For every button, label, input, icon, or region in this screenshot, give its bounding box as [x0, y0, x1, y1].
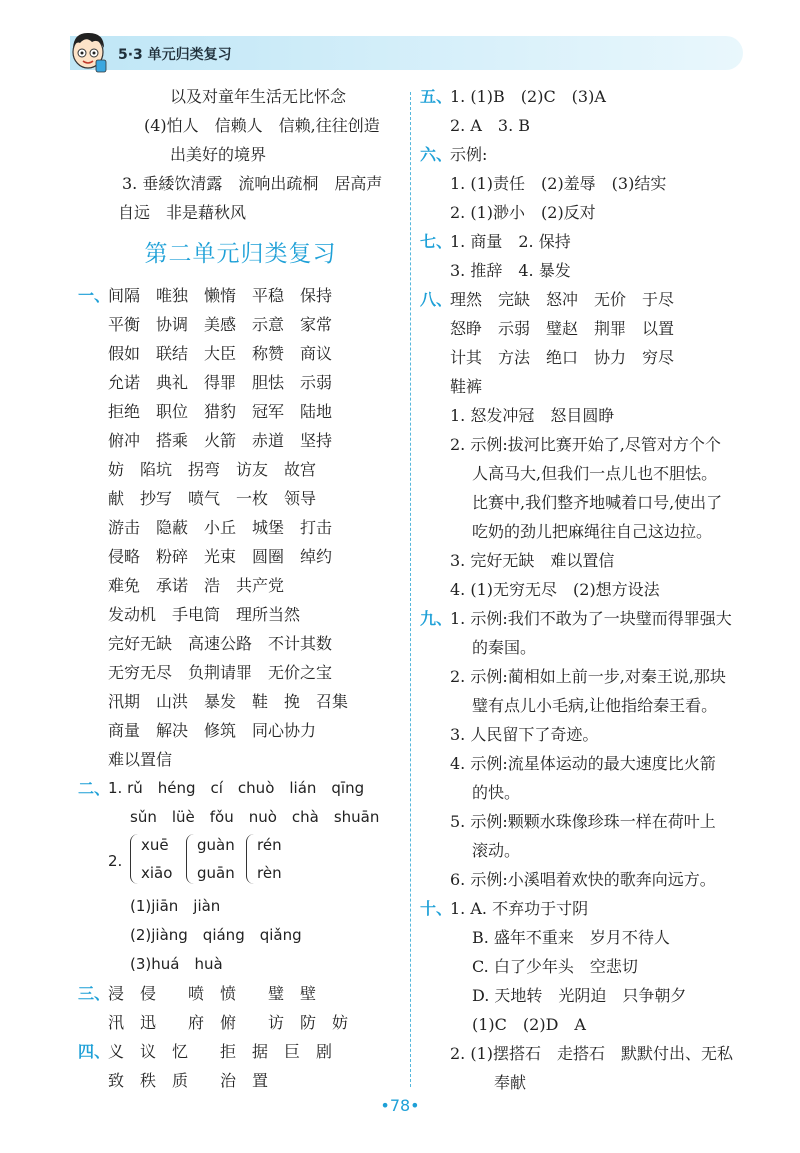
answer-line: 怒睁 示弱 璧赵 荆罪 以置 — [450, 319, 675, 338]
answer-line: 1. (1)责任 (2)羞辱 (3)结实 — [450, 174, 667, 193]
section-label: 一、 — [78, 286, 111, 305]
word-row: 无穷无尽 负荆请罪 无价之宝 — [108, 663, 333, 682]
answer-line: 2. 示例:蔺相如上前一步,对秦王说,那块 — [450, 667, 726, 686]
answer-line: 6. 示例:小溪唱着欢快的歌奔向远方。 — [450, 870, 716, 889]
word-row: 浸 侵 喷 愤 璧 壁 — [108, 984, 317, 1003]
header-title: 5·3 单元归类复习 — [118, 47, 232, 63]
answer-line: (4)怕人 信赖人 信赖,往往创造 — [144, 116, 380, 135]
boy-mascot-icon — [64, 26, 114, 74]
answer-line: 的秦国。 — [472, 638, 537, 657]
answer-line: B. 盛年不重来 岁月不待人 — [472, 928, 670, 947]
answer-line: 以及对童年生活无比怀念 — [170, 87, 347, 106]
answer-line: 滚动。 — [472, 841, 521, 860]
section-label: 五、 — [420, 87, 453, 106]
answer-line: 2. 示例:拔河比赛开始了,尽管对方个个 — [450, 435, 721, 454]
word-row: 游击 隐蔽 小丘 城堡 打击 — [108, 518, 333, 537]
answer-line: 理然 完缺 怒冲 无价 于尽 — [450, 290, 675, 309]
word-row: 假如 联结 大臣 称赞 商议 — [108, 344, 333, 363]
answer-line: D. 天地转 光阴迫 只争朝夕 — [472, 986, 687, 1005]
answer-line: 2. (1)渺小 (2)反对 — [450, 203, 596, 222]
answer-line: 5. 示例:颗颗水珠像珍珠一样在荷叶上 — [450, 812, 716, 831]
answer-line: 自远 非是藉秋风 — [118, 203, 247, 222]
right-column — [420, 82, 745, 1097]
answer-line: 3. 推辞 4. 暴发 — [450, 261, 571, 280]
answer-line: 1. (1)B (2)C (3)A — [450, 87, 606, 106]
pinyin-row: 1. rǔ héng cí chuò lián qīng — [108, 779, 365, 797]
answer-line: 吃奶的劲儿把麻绳往自己这边拉。 — [472, 522, 713, 541]
page-header-bar — [70, 36, 743, 70]
section-label: 十、 — [420, 899, 453, 918]
section-label: 二、 — [78, 779, 111, 798]
answer-line: 3. 垂緌饮清露 流响出疏桐 居高声 — [122, 174, 383, 193]
answer-line: 出美好的境界 — [170, 145, 267, 164]
answer-line: C. 白了少年头 空悲切 — [472, 957, 638, 976]
section-label: 八、 — [420, 290, 453, 309]
word-row: 献 抄写 喷气 一枚 领导 — [108, 489, 317, 508]
section-1 — [78, 281, 403, 774]
word-row: 完好无缺 高速公路 不计其数 — [108, 634, 333, 653]
column-divider — [410, 92, 411, 1087]
answer-line: (1)C (2)D A — [472, 1015, 586, 1034]
answer-line: 1. A. 不弃功于寸阴 — [450, 899, 589, 918]
word-row: 商量 解决 修筑 同心协力 — [108, 721, 317, 740]
pinyin-row: (1)jiān jiàn — [130, 897, 221, 915]
answer-line: 比赛中,我们整齐地喊着口号,使出了 — [472, 493, 723, 512]
word-row: 难免 承诺 浩 共产党 — [108, 576, 285, 595]
item-number: 2. — [108, 852, 123, 870]
word-row: 汛 迅 府 俯 访 防 妨 — [108, 1013, 349, 1032]
brace-group: 2. xuē xiāo guàn guān rén rèn — [108, 836, 282, 882]
answer-line: 4. (1)无穷无尽 (2)想方设法 — [450, 580, 660, 599]
answer-line: 计其 方法 绝口 协力 穷尽 — [450, 348, 675, 367]
section-label: 三、 — [78, 984, 111, 1003]
pinyin-row: (3)huá huà — [130, 955, 223, 973]
section-label: 四、 — [78, 1042, 111, 1061]
answer-line: 4. 示例:流星体运动的最大速度比火箭 — [450, 754, 716, 773]
answer-line: 奉献 — [494, 1073, 527, 1092]
left-column — [78, 82, 403, 1095]
word-row: 发动机 手电筒 理所当然 — [108, 605, 301, 624]
pinyin-row: sǔn lüè fǒu nuò chà shuān — [130, 808, 380, 826]
section-label: 六、 — [420, 145, 453, 164]
word-row: 拒绝 职位 猎豹 冠军 陆地 — [108, 402, 333, 421]
answer-line: 鞋裤 — [450, 377, 483, 396]
word-row: 难以置信 — [108, 750, 173, 769]
pinyin-row: (2)jiàng qiáng qiǎng — [130, 926, 302, 944]
word-row: 俯冲 搭乘 火箭 赤道 坚持 — [108, 431, 333, 450]
section-label: 九、 — [420, 609, 453, 628]
answer-line: 2. A 3. B — [450, 116, 531, 135]
answer-line: 璧有点儿小毛病,让他指给秦王看。 — [472, 696, 718, 715]
word-row: 间隔 唯独 懒惰 平稳 保持 — [108, 286, 333, 305]
word-row: 妨 陷坑 拐弯 访友 故宫 — [108, 460, 317, 479]
answer-line: 2. (1)摆搭石 走搭石 默默付出、无私 — [450, 1044, 734, 1063]
answer-line: 1. 示例:我们不敢为了一块璧而得罪强大 — [450, 609, 732, 628]
section-title: 第二单元归类复习 — [144, 241, 337, 267]
page-number: •78• — [380, 1096, 420, 1115]
answer-line: 示例: — [450, 145, 488, 164]
word-row: 致 秩 质 治 置 — [108, 1071, 269, 1090]
answer-line: 1. 怒发冲冠 怒目圆睁 — [450, 406, 615, 425]
answer-line: 人高马大,但我们一点儿也不胆怯。 — [472, 464, 718, 483]
answer-line: 1. 商量 2. 保持 — [450, 232, 571, 251]
word-row: 平衡 协调 美感 示意 家常 — [108, 315, 333, 334]
section-label: 七、 — [420, 232, 453, 251]
word-row: 侵略 粉碎 光束 圆圈 绰约 — [108, 547, 333, 566]
section-4 — [78, 1037, 403, 1095]
word-row: 义 议 忆 拒 据 巨 剧 — [108, 1042, 333, 1061]
section-2 — [78, 774, 403, 979]
section-3 — [78, 979, 403, 1037]
word-row: 汛期 山洪 暴发 鞋 挽 召集 — [108, 692, 349, 711]
answer-line: 3. 人民留下了奇迹。 — [450, 725, 599, 744]
word-row: 允诺 典礼 得罪 胆怯 示弱 — [108, 373, 333, 392]
answer-line: 的快。 — [472, 783, 521, 802]
answer-line: 3. 完好无缺 难以置信 — [450, 551, 615, 570]
